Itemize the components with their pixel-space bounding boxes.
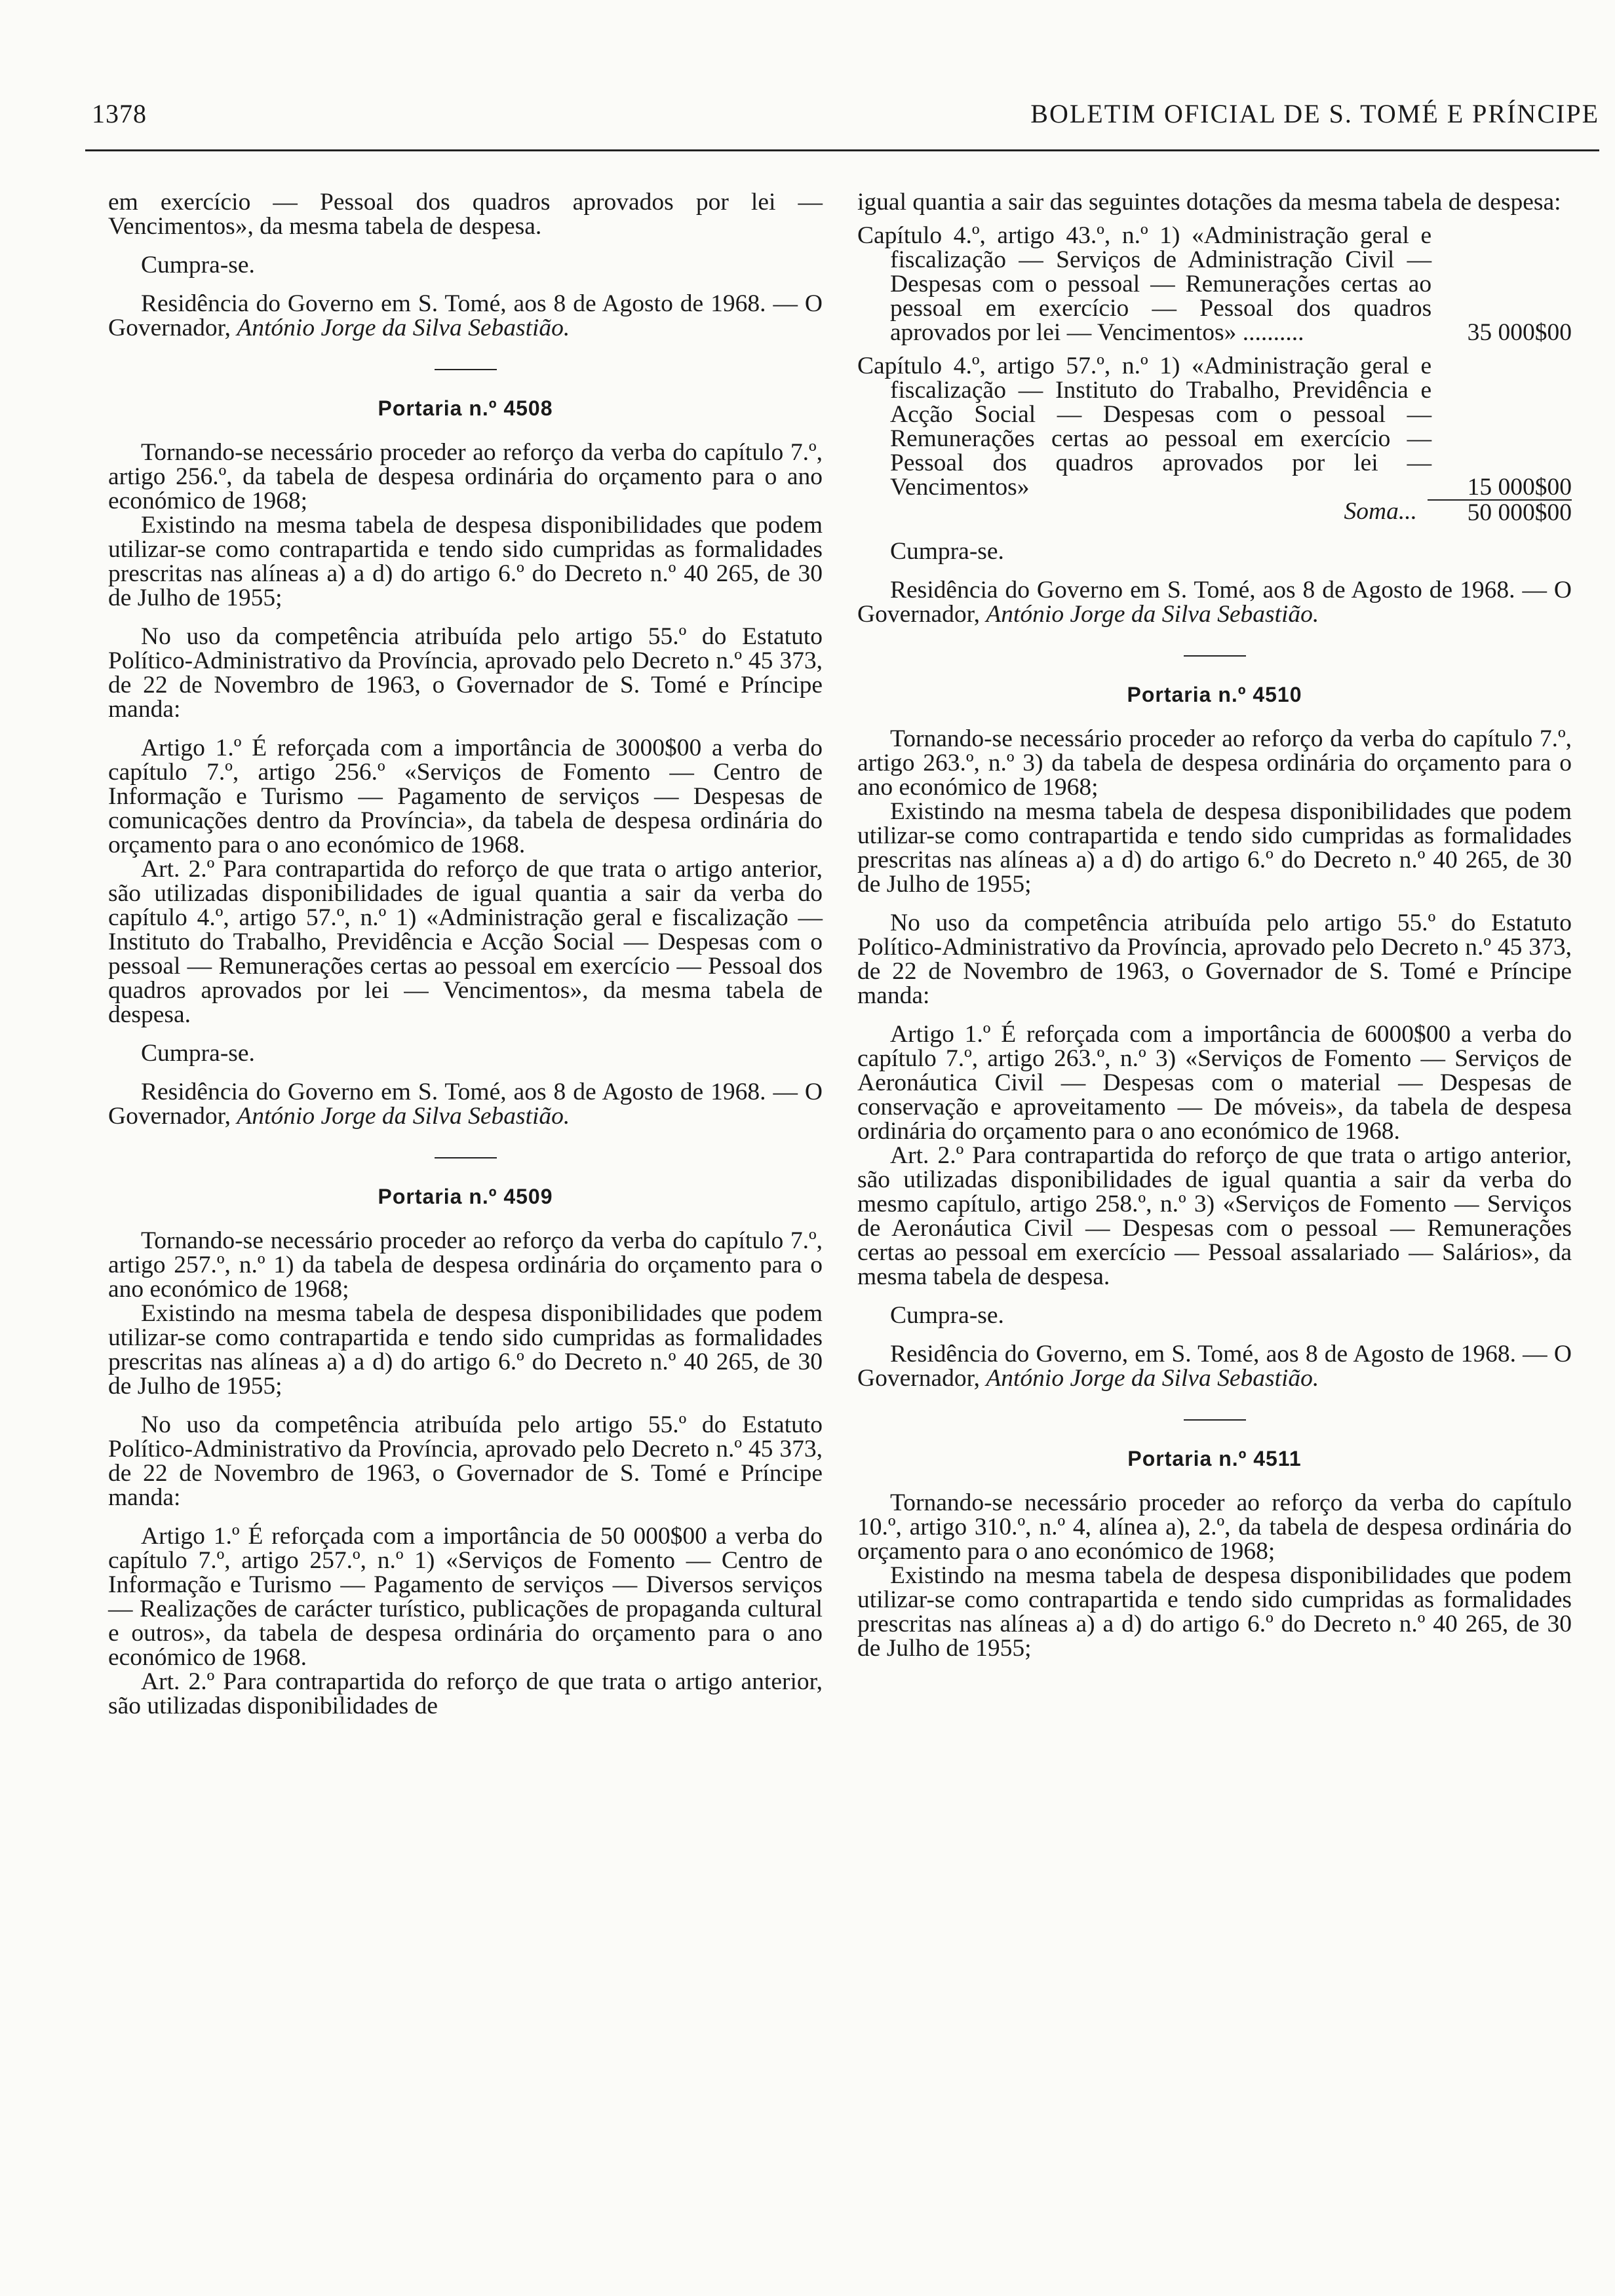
continued-intro: igual quantia a sair das seguintes dotações da mesma tabela de despesa: (857, 189, 1561, 216)
portaria-4511-para1: Tornando-se necessário proceder ao reforço da verba do capítulo 10.º, artigo 310.º, n.º 4, alínea a), 2.º, da tabela de despesa ordinária do orçamento para o ano económico de 1968; (857, 1489, 1572, 1565)
signature-block (857, 578, 1572, 626)
portaria-4508-para3: No uso da competência atribuída pelo artigo 55.º do Estatuto Político-Administrativo da Província, aprovado pelo Decreto n.º 45 373, de 22 de Novembro de 1963, o Governador de S. Tomé e Príncipe manda: (108, 623, 823, 723)
page-header (92, 98, 1599, 144)
budget-line-description: Capítulo 4.º, artigo 43.º, n.º 1) «Administração geral e fiscalização — Serviços de Administração Civil — Despesas com o pessoal — Remunerações certas ao pessoal em exercício — Pessoal dos quadros aprovados por lei — Vencimentos» .......... (857, 222, 1432, 346)
portaria-4509-para3: No uso da competência atribuída pelo artigo 55.º do Estatuto Político-Administrativo da Província, aprovado pelo Decreto n.º 45 373, de 22 de Novembro de 1963, o Governador de S. Tomé e Príncipe manda: (108, 1411, 823, 1511)
governor-name: António Jorge da Silva Sebastião. (986, 601, 1319, 628)
portaria-4508-para1: Tornando-se necessário proceder ao reforço da verba do capítulo 7.º, artigo 256.º, da tabela de despesa ordinária do orçamento para o ano económico de 1968; (108, 439, 823, 514)
budget-line-description: Capítulo 4.º, artigo 57.º, n.º 1) «Administração geral e fiscalização — Instituto do Trabalho, Previdência e Acção Social — Despesas com o pessoal — Remunerações certas ao pessoal em exercício — Pessoal dos quadros aprovados por lei — Vencimentos» (857, 353, 1432, 501)
journal-title: BOLETIM OFICIAL DE S. TOMÉ E PRÍNCIPE (1030, 99, 1599, 128)
signature-prefix: Residência do Governo em S. Tomé, aos 8 de Agosto de 1968. — O Governador, (108, 1079, 823, 1130)
portaria-4511-para2: Existindo na mesma tabela de despesa disponibilidades que podem utilizar-se como contrapartida e tendo sido cumpridas as formalidades prescritas nas alíneas a) a d) do artigo 6.º do Decreto n.º 40 265, de 30 de Julho de 1955; (857, 1562, 1572, 1662)
portaria-4508-signature (108, 1080, 823, 1128)
sum-label: Soma... (1344, 498, 1417, 525)
portaria-4510-cumpra: Cumpra-se. (890, 1302, 1004, 1329)
section-rule (1184, 655, 1246, 657)
portaria-4508-cumpra: Cumpra-se. (141, 1040, 255, 1067)
section-rule (435, 369, 497, 370)
portaria-4510-para3: No uso da competência atribuída pelo artigo 55.º do Estatuto Político-Administrativo da Província, aprovado pelo Decreto n.º 45 373, de 22 de Novembro de 1963, o Governador de S. Tomé e Príncipe manda: (857, 909, 1572, 1009)
portaria-4510-para1: Tornando-se necessário proceder ao reforço da verba do capítulo 7.º, artigo 263.º, n.º 3) da tabela de despesa ordinária do orçamento para o ano económico de 1968; (857, 725, 1572, 801)
sum-row (857, 499, 1572, 525)
portaria-4510-heading: Portaria n.º 4510 (1127, 683, 1302, 706)
header-rule (85, 149, 1599, 151)
portaria-4510-para2: Existindo na mesma tabela de despesa disponibilidades que podem utilizar-se como contrapartida e tendo sido cumpridas as formalidades prescritas nas alíneas a) a d) do artigo 6.º do Decreto n.º 40 265, de 30 de Julho de 1955; (857, 798, 1572, 898)
governor-name: António Jorge da Silva Sebastião. (237, 315, 570, 341)
portaria-4509-para1: Tornando-se necessário proceder ao reforço da verba do capítulo 7.º, artigo 257.º, n.º 1) da tabela de despesa ordinária do orçamento para o ano económico de 1968; (108, 1227, 823, 1303)
cumpra-se: Cumpra-se. (890, 538, 1004, 565)
signature-prefix: Residência do Governo, em S. Tomé, aos 8 de Agosto de 1968. — O Governador, (857, 1341, 1572, 1392)
signature-block (108, 292, 823, 340)
portaria-4510-art1: Artigo 1.º É reforçada com a importância de 6000$00 a verba do capítulo 7.º, artigo 263.º, n.º 3) «Serviços de Fomento — Serviços de Aeronáutica Civil — Despesas com o material — Despesas de conservação e aproveitamento — De móveis», da tabela de despesa ordinária do orçamento para o ano económico de 1968. (857, 1021, 1572, 1145)
budget-line-item (857, 223, 1572, 345)
portaria-4509-heading: Portaria n.º 4509 (378, 1185, 553, 1208)
section-rule (1184, 1419, 1246, 1421)
portaria-4511-heading: Portaria n.º 4511 (1127, 1447, 1302, 1470)
portaria-4508-heading: Portaria n.º 4508 (378, 396, 553, 420)
signature-prefix: Residência do Governo em S. Tomé, aos 8 de Agosto de 1968. — O Governador, (857, 577, 1572, 628)
governor-name: António Jorge da Silva Sebastião. (237, 1103, 570, 1130)
page-number: 1378 (92, 99, 147, 128)
cumpra-se: Cumpra-se. (141, 252, 255, 278)
right-column (857, 190, 1572, 1660)
portaria-4508-para2: Existindo na mesma tabela de despesa disponibilidades que podem utilizar-se como contrapartida e tendo sido cumpridas as formalidades prescritas nas alíneas a) a d) do artigo 6.º do Decreto n.º 40 265, de 30 de Julho de 1955; (108, 512, 823, 611)
section-rule (435, 1157, 497, 1158)
sum-value: 50 000$00 (1428, 499, 1572, 525)
budget-line-amount: 15 000$00 (1467, 474, 1572, 501)
continued-text: em exercício — Pessoal dos quadros aprovados por lei — Vencimentos», da mesma tabela de despesa. (108, 189, 823, 240)
governor-name: António Jorge da Silva Sebastião. (986, 1365, 1319, 1392)
portaria-4509-art2-start: Art. 2.º Para contrapartida do reforço de que trata o artigo anterior, são utilizadas disponibilidades de (108, 1668, 823, 1719)
portaria-4510-signature (857, 1342, 1572, 1390)
budget-line-item (857, 354, 1572, 499)
portaria-4510-art2: Art. 2.º Para contrapartida do reforço de que trata o artigo anterior, são utilizadas disponibilidades de igual quantia a sair da verba do mesmo capítulo, artigo 258.º, n.º 3) «Serviços de Fomento — Serviços de Aeronáutica Civil — Despesas com o pessoal — Remunerações certas ao pessoal em exercício — Pessoal assalariado — Salários», da mesma tabela de despesa. (857, 1142, 1572, 1290)
portaria-4509-para2: Existindo na mesma tabela de despesa disponibilidades que podem utilizar-se como contrapartida e tendo sido cumpridas as formalidades prescritas nas alíneas a) a d) do artigo 6.º do Decreto n.º 40 265, de 30 de Julho de 1955; (108, 1300, 823, 1400)
portaria-4508-art1: Artigo 1.º É reforçada com a importância de 3000$00 a verba do capítulo 7.º, artigo 256.º «Serviços de Fomento — Centro de Informação e Turismo — Pagamento de serviços — Despesas de comunicações dentro da Província», da tabela de despesa ordinária do orçamento para o ano económico de 1968. (108, 735, 823, 858)
signature-prefix: Residência do Governo em S. Tomé, aos 8 de Agosto de 1968. — O Governador, (108, 290, 823, 341)
portaria-4509-art1: Artigo 1.º É reforçada com a importância de 50 000$00 a verba do capítulo 7.º, artigo 257.º, n.º 1) «Serviços de Fomento — Centro de Informação e Turismo — Pagamento de serviços — Diversos serviços — Realizações de carácter turístico, publicações de propaganda cultural e outros», da tabela de despesa ordinária do orçamento para o ano económico de 1968. (108, 1523, 823, 1671)
budget-line-amount: 35 000$00 (1467, 319, 1572, 346)
portaria-4508-art2: Art. 2.º Para contrapartida do reforço de que trata o artigo anterior, são utilizadas disponibilidades de igual quantia a sair da verba do capítulo 4.º, artigo 57.º, n.º 1) «Administração geral e fiscalização — Instituto do Trabalho, Previdência e Acção Social — Despesas com o pessoal — Remunerações certas ao pessoal em exercício — Pessoal dos quadros aprovados por lei — Vencimentos», da mesma tabela de despesa. (108, 856, 823, 1028)
left-column (108, 190, 823, 1718)
